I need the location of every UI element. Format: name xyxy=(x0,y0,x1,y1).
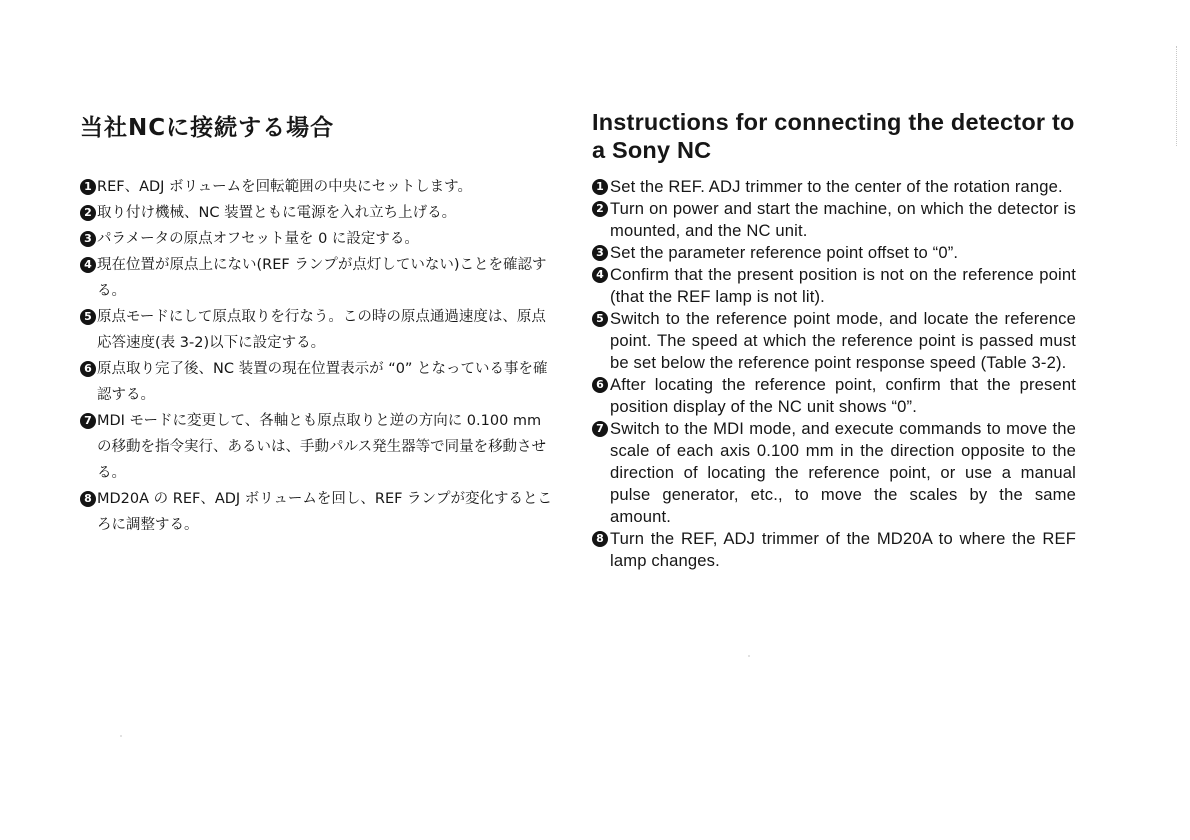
japanese-step-2 xyxy=(80,200,558,226)
step-number-badge: 2 xyxy=(80,205,96,221)
japanese-step-7 xyxy=(80,408,558,486)
japanese-step-5 xyxy=(80,304,558,356)
english-step-7 xyxy=(592,418,1076,528)
english-step-8 xyxy=(592,528,1076,572)
english-column xyxy=(592,108,1076,572)
scan-edge-artifact xyxy=(1176,46,1179,146)
step-text: 現在位置が原点上にない(REF ランプが点灯していない)ことを確認する。 xyxy=(97,257,547,299)
step-number-badge: 4 xyxy=(592,267,608,283)
english-step-1 xyxy=(592,176,1076,198)
step-number-badge: 8 xyxy=(80,491,96,507)
step-text: REF、ADJ ボリュームを回転範囲の中央にセットします。 xyxy=(97,179,472,195)
step-text: 取り付け機械、NC 装置ともに電源を入れ立ち上げる。 xyxy=(97,205,457,221)
step-number-badge: 5 xyxy=(592,311,608,327)
english-step-4 xyxy=(592,264,1076,308)
step-number-badge: 6 xyxy=(592,377,608,393)
scan-speck xyxy=(120,735,122,737)
step-number-badge: 3 xyxy=(80,231,96,247)
japanese-step-3 xyxy=(80,226,558,252)
japanese-step-1 xyxy=(80,174,558,200)
step-text: 原点モードにして原点取りを行なう。この時の原点通過速度は、原点応答速度(表 3-2)以下に設定する。 xyxy=(97,309,546,351)
japanese-title: 当社NCに接続する場合 xyxy=(80,115,335,141)
japanese-column xyxy=(80,112,558,538)
step-text: Turn the REF, ADJ trimmer of the MD20A to where the REF lamp changes. xyxy=(610,529,1076,570)
step-text: Confirm that the present position is not on the reference point (that the REF lamp is not lit). xyxy=(610,265,1076,306)
step-text: 原点取り完了後、NC 装置の現在位置表示が “0” となっている事を確認する。 xyxy=(97,361,548,403)
step-text: パラメータの原点オフセット量を 0 に設定する。 xyxy=(97,231,419,247)
step-number-badge: 7 xyxy=(592,421,608,437)
step-number-badge: 6 xyxy=(80,361,96,377)
scan-speck xyxy=(748,655,750,657)
step-number-badge: 1 xyxy=(80,179,96,195)
step-text: MD20A の REF、ADJ ボリュームを回し、REF ランプが変化するところに調整する。 xyxy=(97,491,553,533)
japanese-step-8 xyxy=(80,486,558,538)
step-number-badge: 4 xyxy=(80,257,96,273)
japanese-step-6 xyxy=(80,356,558,408)
step-number-badge: 1 xyxy=(592,179,608,195)
step-number-badge: 8 xyxy=(592,531,608,547)
step-text: Set the REF. ADJ trimmer to the center of the rotation range. xyxy=(610,177,1063,196)
japanese-steps xyxy=(80,174,558,538)
step-text: After locating the reference point, confirm that the present position display of the NC unit shows “0”. xyxy=(610,375,1076,416)
english-step-2 xyxy=(592,198,1076,242)
step-number-badge: 5 xyxy=(80,309,96,325)
english-step-6 xyxy=(592,374,1076,418)
step-text: Switch to the reference point mode, and locate the reference point. The speed at which the reference point is passed must be set below the reference point response speed (Table 3-2). xyxy=(610,309,1076,372)
step-text: Turn on power and start the machine, on which the detector is mounted, and the NC unit. xyxy=(610,199,1076,240)
english-step-3 xyxy=(592,242,1076,264)
japanese-step-4 xyxy=(80,252,558,304)
english-steps xyxy=(592,176,1076,572)
step-number-badge: 7 xyxy=(80,413,96,429)
step-text: MDI モードに変更して、各軸とも原点取りと逆の方向に 0.100 mm の移動を指令実行、あるいは、手動パルス発生器等で同量を移動させる。 xyxy=(97,413,547,481)
step-number-badge: 2 xyxy=(592,201,608,217)
step-text: Switch to the MDI mode, and execute commands to move the scale of each axis 0.100 mm in the direction opposite to the direction of locating the reference point, or use a manual pulse generator, etc., to move the scales by the same amount. xyxy=(610,419,1076,526)
step-text: Set the parameter reference point offset to “0”. xyxy=(610,243,959,262)
english-step-5 xyxy=(592,308,1076,374)
english-title: Instructions for connecting the detector to a Sony NC xyxy=(592,109,1075,163)
step-number-badge: 3 xyxy=(592,245,608,261)
